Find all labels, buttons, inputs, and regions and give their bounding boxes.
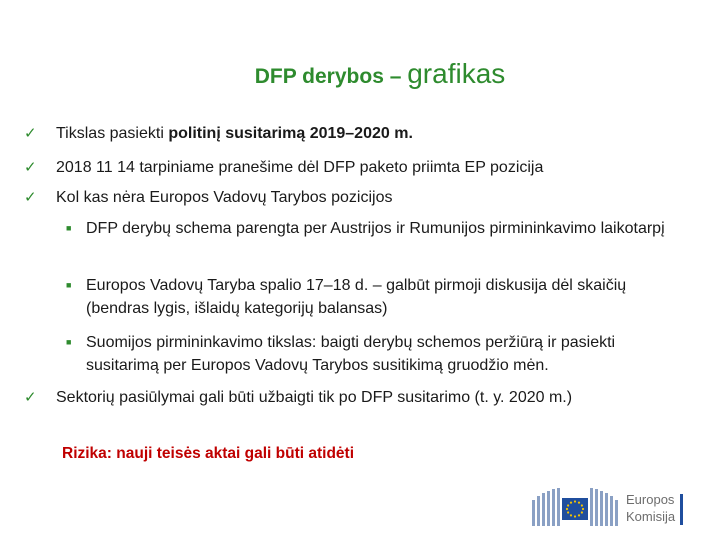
bullet-text: 2018 11 14 tarpiniame pranešime dėl DFP paketo priimta EP pozicija xyxy=(56,159,544,176)
sub-bullet-text: Suomijos pirmininkavimo tikslas: baigti derybų schemos peržiūrą ir pasiekti susitarimą per Europos Vadovų Tarybos susitikimą gruodžio mėn. xyxy=(86,334,616,374)
logo-divider xyxy=(680,494,683,525)
slide-title xyxy=(0,58,720,90)
logo-text xyxy=(626,491,675,525)
risk-note: Rizika: nauji teisės aktai gali būti atidėti xyxy=(62,445,354,462)
square-bullet-icon: ■ xyxy=(66,223,72,233)
checkmark-icon: ✓ xyxy=(24,159,37,176)
checkmark-icon: ✓ xyxy=(24,389,37,406)
checkmark-icon: ✓ xyxy=(24,189,37,206)
sub-bullet-text: Europos Vadovų Taryba spalio 17–18 d. – galbūt pirmoji diskusija dėl skaičių (bendras lygis, išlaidų kategorijų balansas) xyxy=(86,277,627,317)
bullet-text: Kol kas nėra Europos Vadovų Tarybos pozicijos xyxy=(56,189,393,206)
sub-bullet-schema xyxy=(66,217,686,240)
checkmark-icon: ✓ xyxy=(24,125,37,142)
title-main: DFP derybos – xyxy=(254,65,408,88)
logo-line-1: Europos xyxy=(626,492,675,507)
berlaymont-building-icon xyxy=(530,486,622,530)
square-bullet-icon: ■ xyxy=(66,337,72,347)
european-commission-logo xyxy=(530,486,690,532)
logo-line-2: Komisija xyxy=(626,509,676,524)
sub-bullet-finland-presidency xyxy=(66,331,686,377)
bullet-goal xyxy=(24,123,413,145)
bullet-text: Tikslas pasiekti politinį susitarimą 2019–2020 m. xyxy=(56,125,413,142)
square-bullet-icon: ■ xyxy=(66,280,72,290)
bullet-sector-proposals xyxy=(24,387,572,409)
sub-bullet-text: DFP derybų schema parengta per Austrijos ir Rumunijos pirmininkavimo laikotarpį xyxy=(86,220,665,237)
bullet-text: Sektorių pasiūlymai gali būti užbaigti tik po DFP susitarimo (t. y. 2020 m.) xyxy=(56,389,573,406)
title-emphasis: grafikas xyxy=(407,58,506,89)
bullet-bold-text: politinį susitarimą 2019–2020 m. xyxy=(168,125,413,142)
bullet-ep-position xyxy=(24,157,543,179)
bullet-council-position xyxy=(24,187,392,209)
sub-bullet-council-october xyxy=(66,274,686,320)
